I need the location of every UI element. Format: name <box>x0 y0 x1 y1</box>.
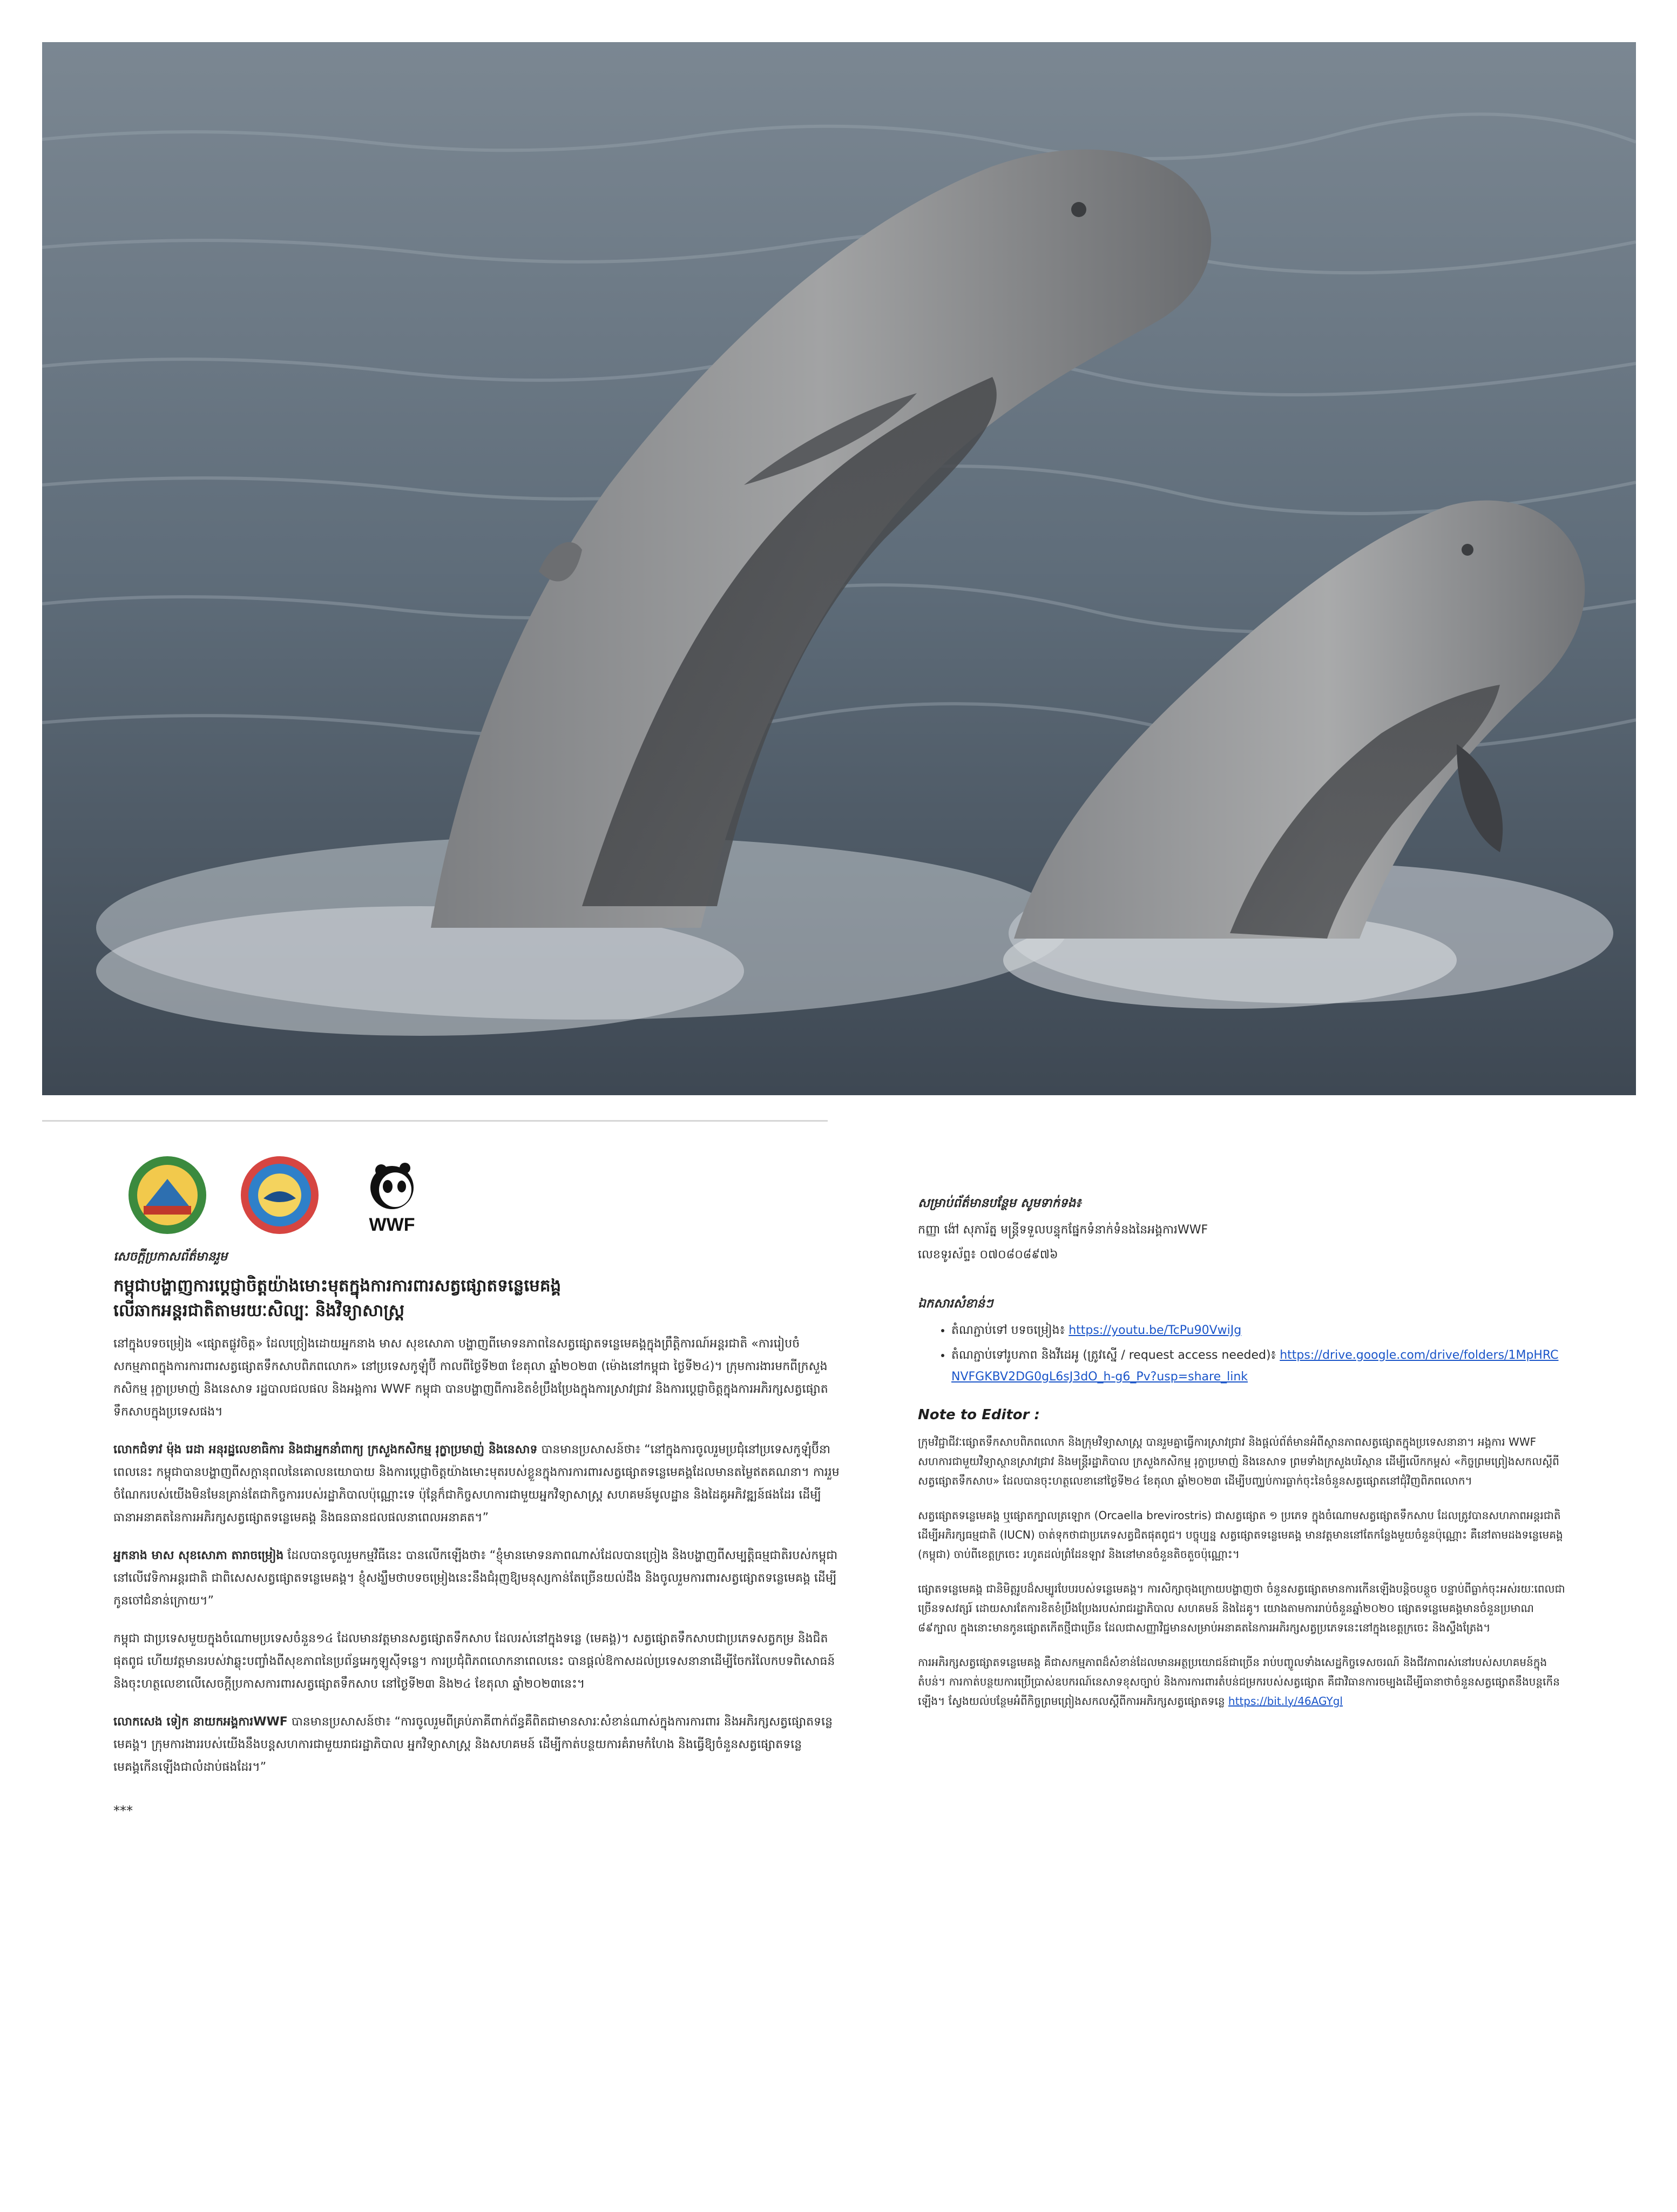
paragraph-4: កម្ពុជា ជាប្រទេសមួយក្នុងចំណោមប្រទេសចំនួន១៤ ដែលមានវត្តមានសត្វផ្សោតទឹកសាប ដែលរស់នៅក្នុងទន្លេ (មេគង្គ)។ សត្វផ្សោតទឹកសាបជាប្រភេទសត្វកម្រ និងជិតផុតពូជ ហើយវត្តមានរបស់វាឆ្លុះបញ្ចាំងពីសុខភាពនៃប្រព័ន្ធអេកូឡូស៊ីទន្លេ។ ការប្រជុំពិភពលោកនាពេលនេះ បានផ្តល់ឱកាសដល់ប្រទេសនានាដើម្បីចែករំលែកបទពិសោធន៍ និងចុះហត្ថលេខាលើសេចក្តីប្រកាសការពារសត្វផ្សោតទឹកសាប នៅថ្ងៃទី២៣ និង២៤ ខែតុលា ឆ្នាំ២០២៣នេះ។ <box>113 1632 835 1691</box>
title-line-1: កម្ពុជាបង្ហាញការប្តេជ្ញាចិត្តយ៉ាងមោះមុតក្នុងការការពារសត្វផ្សោតទន្លេមេគង្គ <box>113 1276 562 1296</box>
note-paragraph-4 <box>918 1653 1566 1711</box>
contact-label: សម្រាប់ព័ត៌មានបន្ថែម សូមទាក់ទង៖ <box>918 1196 1081 1210</box>
paragraph-2-body: បានមានប្រសាសន៍ថា៖ “នៅក្នុងការចូលរួមប្រជុំនៅប្រទេសកូឡុំប៊ីនាពេលនេះ កម្ពុជាបានបង្ហាញពីសក្ដានុពលនៃគោលនយោបាយ និងការប្តេជ្ញាចិត្តយ៉ាងមោះមុតរបស់ខ្លួនក្នុងការការពារសត្វផ្សោតទន្លេមេគង្គដែលមានតម្លៃឥតគណនា។ ការរួមចំណែករបស់យើងមិនមែនគ្រាន់តែជាកិច្ចការរបស់រដ្ឋាភិបាលប៉ុណ្ណោះទេ ប៉ុន្តែក៏ជាកិច្ចសហការជាមួយអ្នកវិទ្យាសាស្ត្រ សហគមន៍មូលដ្ឋាន និងដៃគូអភិវឌ្ឍន៍ផងដែរ ដើម្បីធានាអនាគតនៃការអភិរក្សសត្វផ្សោតទន្លេមេគង្គ និងធនធានជលផលនាពេលអនាគត។” <box>113 1443 840 1525</box>
svg-text:WWF: WWF <box>369 1215 415 1235</box>
hero-photo-irrawaddy-dolphins <box>42 42 1636 1095</box>
paragraph-3-lead: អ្នកនាង មាស សុខសោភា តារាចម្រៀង <box>113 1549 284 1562</box>
end-marker: *** <box>113 1803 133 1818</box>
media-link-label: តំណភ្ជាប់ទៅរូបភាព និងវីដេអូ (ត្រូវស្នើ / request access needed)៖ <box>951 1348 1280 1362</box>
paragraph-3-body: ដែលបានចូលរួមកម្មវិធីនេះ បានលើកឡើងថា៖ “ខ្ញុំមានមោទនភាពណាស់ដែលបានច្រៀង និងបង្ហាញពីសម្បត្តិធម្មជាតិរបស់កម្ពុជានៅលើវេទិកាអន្តរជាតិ ជាពិសេសសត្វផ្សោតទន្លេមេគង្គ។ ខ្ញុំសង្ឃឹមថាបទចម្រៀងនេះនឹងជំរុញឱ្យមនុស្សកាន់តែច្រើនយល់ដឹង និងចូលរួមការពារសត្វផ្សោតទន្លេមេគង្គ ដើម្បីកូនចៅជំនាន់ក្រោយ។” <box>113 1549 838 1608</box>
song-link-label: តំណភ្ជាប់ទៅ បទចម្រៀង៖ <box>951 1324 1069 1337</box>
paragraph-5-lead: លោកសេង ទៀក នាយកអង្គការWWF <box>113 1715 288 1729</box>
note-paragraph-3: ផ្សោតទន្លេមេគង្គ ជានិមិត្តរូបដ៏សម្បូរបែបរបស់ទន្លេមេគង្គ។ ការសិក្សាចុងក្រោយបង្ហាញថា ចំនួនសត្វផ្សោតមានការកើនឡើងបន្តិចបន្តួច បន្ទាប់ពីធ្លាក់ចុះអស់រយៈពេលជាច្រើនទសវត្សរ៍ ដោយសារតែការខិតខំប្រឹងប្រែងរបស់រាជរដ្ឋាភិបាល សហគមន៍ និងដៃគូ។ យោងតាមការរាប់ចំនួនឆ្នាំ២០២០ ផ្សោតទន្លេមេគង្គមានចំនួនប្រមាណ ៨៩ក្បាល ក្នុងនោះមានកូនផ្សោតកើតថ្មីជាច្រើន ដែលជាសញ្ញាវិជ្ជមានសម្រាប់អនាគតនៃការអភិរក្សសត្វប្រភេទនេះនៅក្នុងខេត្តក្រចេះ និងស្ទឹងត្រែង។ <box>918 1582 1565 1634</box>
press-release-column <box>113 1245 842 1822</box>
wwf-panda-logo <box>349 1152 435 1238</box>
list-item <box>951 1320 1566 1341</box>
fisheries-administration-logo <box>236 1152 323 1238</box>
contact-phone: លេខទូរស័ព្ទ៖ ០៧០៨០៨៩៧៦ <box>918 1248 1058 1262</box>
file-links-list <box>918 1320 1566 1388</box>
press-release-kicker: សេចក្តីប្រកាសព័ត៌មានរួម <box>113 1250 228 1264</box>
dolphins-illustration <box>42 42 1636 1095</box>
note-paragraph-2: សត្វផ្សោតទន្លេមេគង្គ ឬផ្សោតក្បាលត្រឡោក (Orcaella brevirostris) ជាសត្វផ្សោត ១ ប្រភេទ ក្នុងចំណោមសត្វផ្សោតទឹកសាប ដែលត្រូវបានសហភាពអន្តរជាតិដើម្បីអភិរក្សធម្មជាតិ (IUCN) ចាត់ទុកថាជាប្រភេទសត្វជិតផុតពូជ។ បច្ចុប្បន្ន សត្វផ្សោតទន្លេមេគង្គ មានវត្តមាននៅតែកន្លែងមួយចំនួនប៉ុណ្ណោះ គឺនៅតាមដងទន្លេមេគង្គ (កម្ពុជា) ចាប់ពីខេត្តក្រចេះ រហូតដល់ព្រំដែនឡាវ និងនៅមានចំនួនតិចតួចប៉ុណ្ណោះ។ <box>918 1509 1563 1561</box>
contacts-notes-column <box>918 1192 1566 1726</box>
contact-name: កញ្ញា ង៉ៅ សុភារ័ត្ន មន្ត្រីទទួលបន្ទុកផ្នែកទំនាក់ទំនងនៃអង្គការWWF <box>918 1223 1208 1237</box>
press-release-title <box>113 1273 842 1323</box>
note-paragraph-1: ក្រុមវិជ្ជាជីវៈផ្សោតទឹកសាបពិភពលោក និងក្រុមវិទ្យាសាស្ត្រ បានរួមគ្នាធ្វើការស្រាវជ្រាវ និងផ្តល់ព័ត៌មានអំពីស្ថានភាពសត្វផ្សោតក្នុងប្រទេសនានា។ អង្គការ WWF សហការជាមួយវិទ្យាស្ថានស្រាវជ្រាវ និងមន្ត្រីរដ្ឋាភិបាល ក្រសួងកសិកម្ម រុក្ខាប្រមាញ់ និងនេសាទ ព្រមទាំងក្រសួងបរិស្ថាន ដើម្បីលើកកម្ពស់ «កិច្ចព្រមព្រៀងសកលស្តីពីសត្វផ្សោតទឹកសាប» ដែលបានចុះហត្ថលេខានៅថ្ងៃទី២៤ ខែតុលា ឆ្នាំ២០២៣ ដើម្បីបញ្ឈប់ការធ្លាក់ចុះនៃចំនួនសត្វផ្សោតនៅជុំវិញពិភពលោក។ <box>918 1435 1559 1487</box>
title-line-2: លើឆាកអន្តរជាតិតាមរយៈសិល្បៈ និងវិទ្យាសាស្ត្រ <box>113 1301 405 1320</box>
paragraph-3 <box>113 1545 842 1613</box>
song-link[interactable]: https://youtu.be/TcPu90VwiJg <box>1069 1324 1242 1337</box>
paragraph-5-body: បានមានប្រសាសន៍ថា៖ “ការចូលរួមពីគ្រប់ភាគីពាក់ព័ន្ធគឺពិតជាមានសារៈសំខាន់ណាស់ក្នុងការការពារ និងអភិរក្សសត្វផ្សោតទន្លេមេគង្គ។ ក្រុមការងាររបស់យើងនឹងបន្តសហការជាមួយរាជរដ្ឋាភិបាល អ្នកវិទ្យាសាស្ត្រ និងសហគមន៍ ដើម្បីកាត់បន្ថយការគំរាមកំហែង និងធ្វើឱ្យចំនួនសត្វផ្សោតទន្លេមេគង្គកើនឡើងជាលំដាប់ផងដែរ។” <box>113 1715 833 1774</box>
partner-logos <box>124 1149 435 1241</box>
paragraph-5 <box>113 1711 842 1779</box>
paragraph-2-lead: លោកជំទាវ ម៉ុង រេដា អនុរដ្ឋលេខាធិការ និងជាអ្នកនាំពាក្យ ក្រសួងកសិកម្ម រុក្ខាប្រមាញ់ និងនេសាទ <box>113 1443 538 1456</box>
note-paragraph-4-body: ការអភិរក្សសត្វផ្សោតទន្លេមេគង្គ គឺជាសកម្មភាពដ៏សំខាន់ដែលមានអត្ថប្រយោជន៍ជាច្រើន រាប់បញ្ចូលទាំងសេដ្ឋកិច្ចទេសចរណ៍ និងជីវភាពរស់នៅរបស់សហគមន៍ក្នុងតំបន់។ ការកាត់បន្ថយការប្រើប្រាស់ឧបករណ៍នេសាទខុសច្បាប់ និងការការពារតំបន់ជម្រករបស់សត្វផ្សោត គឺជាវិធានការចម្បងដើម្បីធានាថាចំនួនសត្វផ្សោតនឹងបន្តកើនឡើង។ ស្វែងយល់បន្ថែមអំពីកិច្ចព្រមព្រៀងសកលស្តីពីការអភិរក្សសត្វផ្សោតទន្លេ <box>918 1656 1560 1708</box>
media-folder-link[interactable]: https://drive.google.com/drive/folders/1MpHRCNVFGKBV2DG0gL6sJ3dO_h-g6_Pv?usp=share_link <box>951 1348 1559 1384</box>
files-label: ឯកសារសំខាន់ៗ <box>918 1297 993 1311</box>
paragraph-2 <box>113 1439 842 1529</box>
paragraph-1: នៅក្នុងបទចម្រៀង «ផ្សោតផ្លូវចិត្ត» ដែលច្រៀងដោយអ្នកនាង មាស សុខសោភា បង្ហាញពីមោទនភាពនៃសត្វផ្សោតទន្លេមេគង្គក្នុងព្រឹត្តិការណ៍អន្តរជាតិ «ការរៀបចំសកម្មភាពក្នុងការការពារសត្វផ្សោតទឹកសាបពិភពលោក» នៅប្រទេសកូឡុំប៊ី កាលពីថ្ងៃទី២៣ ខែតុលា ឆ្នាំ២០២៣ (ម៉ោងនៅកម្ពុជា ថ្ងៃទី២៤)។ ក្រុមការងារមកពីក្រសួងកសិកម្ម រុក្ខាប្រមាញ់ និងនេសាទ រដ្ឋបាលជលផល និងអង្គការ WWF កម្ពុជា បានបង្ហាញពីការខិតខំប្រឹងប្រែងក្នុងការស្រាវជ្រាវ និងការប្តេជ្ញាចិត្តក្នុងការអភិរក្សសត្វផ្សោតទឹកសាបក្នុងប្រទេសផង។ <box>113 1337 828 1419</box>
ministry-emblem-logo <box>124 1152 211 1238</box>
agreement-link[interactable]: https://bit.ly/46AGYgl <box>1228 1695 1343 1708</box>
note-to-editor-heading: Note to Editor : <box>918 1407 1040 1423</box>
divider-line <box>42 1120 828 1122</box>
list-item <box>951 1345 1566 1388</box>
